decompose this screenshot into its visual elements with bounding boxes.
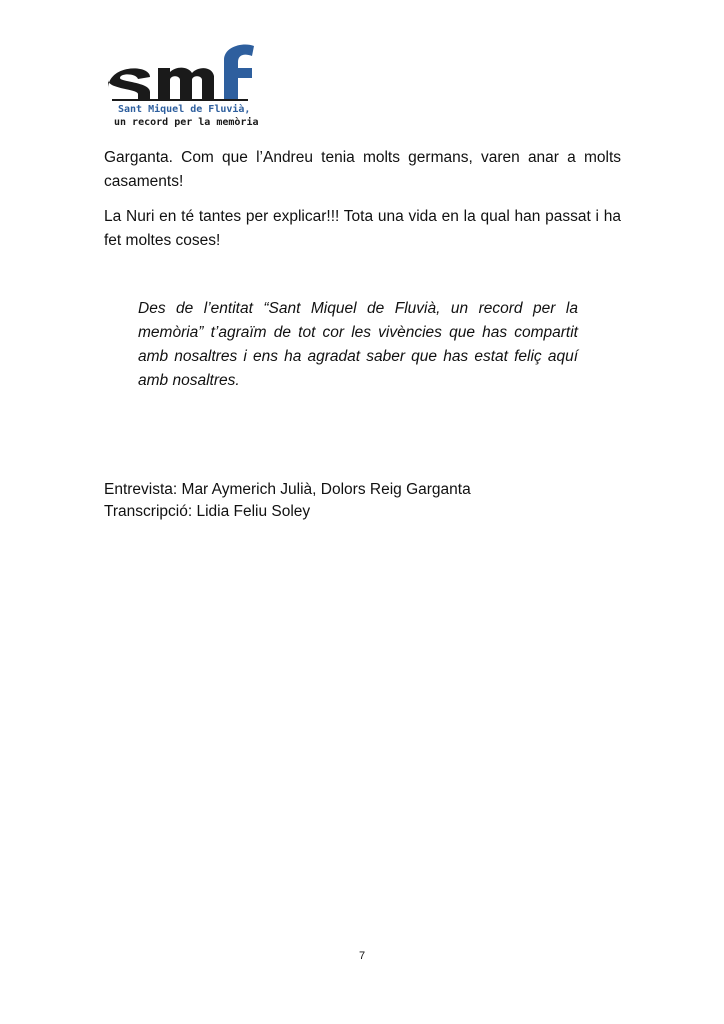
dedication-quote: Des de l’entitat “Sant Miquel de Fluvià, un record per la memòria” t’agraïm de tot cor les vivències que has compartit amb nosaltres i ens ha agradat saber que has estat feliç aquí amb nosaltres. (138, 300, 578, 389)
interview-credit: Entrevista: Mar Aymerich Julià, Dolors Reig Garganta (104, 481, 471, 498)
transcription-credit: Transcripció: Lidia Feliu Soley (104, 503, 311, 520)
logo-underline (112, 99, 248, 101)
smf-logo (104, 42, 264, 132)
credits (104, 479, 471, 523)
logo-subtitle-line1: Sant Miquel de Fluvià, (118, 104, 251, 115)
logo-subtitle-line2: un record per la memòria (114, 117, 259, 128)
body-paragraph-2: La Nuri en té tantes per explicar!!! Tota una vida en la qual han passat i ha fet moltes coses! (104, 208, 621, 249)
smf-logo-mark (104, 42, 259, 100)
body-paragraph-1: Garganta. Com que l’Andreu tenia molts germans, varen anar a molts casaments! (104, 149, 621, 190)
page-number: 7 (358, 950, 366, 962)
